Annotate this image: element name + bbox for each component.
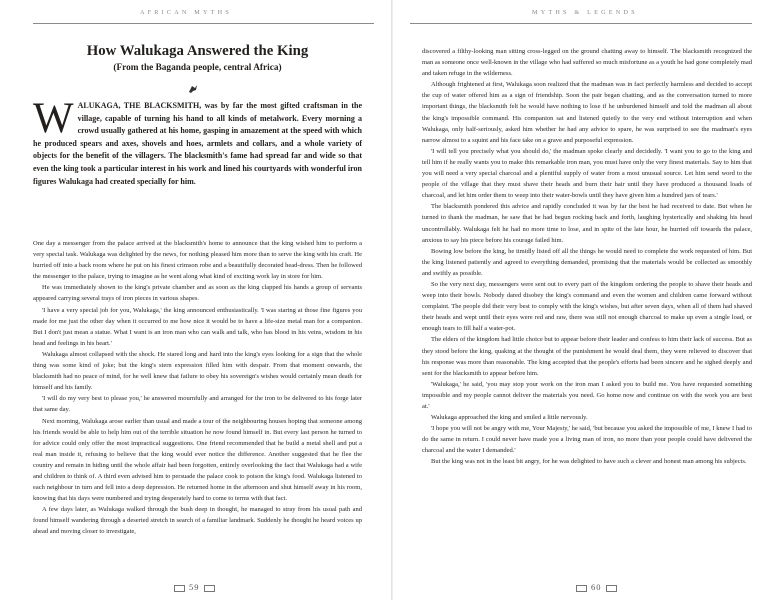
ornament-icon: [187, 84, 198, 94]
footer-ornament-icon: [576, 585, 587, 592]
page-number-text: 59: [189, 582, 200, 592]
paragraph: 'I will do my very best to please you,' he answered mournfully and arranged for the iron to be delivered to his forge later that same day.: [33, 395, 362, 414]
intro-paragraph: [33, 95, 362, 188]
footer-ornament-icon: [606, 585, 617, 592]
paragraph: So the very next day, messengers were sent out to every part of the kingdom ordering the people to shave their heads and weep into their bowls. Nobody dared disobey the king's command and even the women and children came forward without complaint. The people did their very best to comply with the king's wishes, but after seven days, when all of them had shaved their heads and wept until their eyes were red and raw, there was still not enough charcoal to make up even a single load, or enough tears to fill half a water-pot.: [422, 280, 752, 333]
page-number-text: 60: [591, 582, 602, 592]
story-title: How Walukaga Answered the King: [86, 43, 309, 59]
paragraph: The blacksmith pondered this advice and rapidly concluded it was by far the best he had received to date. But when he turned to thank the madman, he saw that he had begun rocking back and forth, laughing hysterically and shaking his head uncontrollably. Walukaga felt he had no more time to lose, and in spite of the late hour, he hurried off towards the palace, anxious to say his piece before his courage failed him.: [422, 203, 752, 244]
paragraph: discovered a filthy-looking man sitting cross-legged on the ground chatting away to himself. The blacksmith recognized the man as someone once well-known in the village who had suffered so much misfortune as a youth he had gone completely mad and taken refuge in the wilderness.: [422, 48, 752, 78]
paragraph: Bowing low before the king, he timidly listed off all the things he would need to complete the work requested of him. But the king listened patiently and agreed to everything demanded, promising that the materials would be collected as smoothly and swiftly as possible.: [422, 247, 752, 277]
paragraph: Walukaga approached the king and smiled a little nervously.: [431, 414, 588, 422]
running-header-left: AFRICAN MYTHS: [140, 9, 232, 16]
body-text-right: [422, 46, 752, 468]
drop-cap: W: [33, 95, 74, 142]
header-rule-right: [410, 23, 752, 24]
paragraph: Walukaga almost collapsed with the shock. He stared long and hard into the king's eyes looking for a sign that the whole thing was some kind of joke; but the king's stern expression filled him with despair. From that moment onwards, the blacksmith had no peace of mind, for he well knew that failure to obey his sovereign's wishes would certainly mean death for himself and his family.: [33, 350, 362, 392]
running-header-right: MYTHS & LEGENDS: [532, 9, 638, 16]
paragraph: Although frightened at first, Walukaga soon realized that the madman was in fact perfectly harmless and decided to accept the cup of water offered him as a sign of friendship. Soon the pair began chatting, and as the conversation turned to more important things, the blacksmith felt he would have nothing to lose if he unburdened himself and told the madman all about the king's impossible command. His companion sat and listened quietly to the very end without interruption and when Walukaga, only half-seriously, asked him whether he had any advice to spare, he was surprised to see the madman's eyes narrow almost to a squint and his face take on a grave and purposeful expression.: [422, 81, 752, 144]
paragraph: 'I hope you will not be angry with me, Your Majesty,' he said, 'but because you asked the impossible of me, I knew I had to do the same in return. I could never have made you a living man of iron, no more than your people could have delivered the charcoal and the water I demanded.': [422, 425, 752, 455]
header-rule-left: [33, 23, 374, 24]
body-text-left: [33, 238, 362, 538]
page-number-left: [170, 582, 219, 592]
footer-ornament-icon: [204, 585, 215, 592]
intro-text: ALUKAGA, THE BLACKSMITH, was by far the most gifted craftsman in the village, capable of turning his hand to all kinds of metalwork. Every morning a crowd usually gathered at his home, gasping in amazement at the speed with which he produced spears and axes, shovels and hoes, armlets and collars, and a whole variety of objects for the benefit of the villagers. The blacksmith's fame had spread far and wide so that even the king took a particular interest in his work and lined his courtyards with wonderful iron figures Walukaga had created specially for him.: [33, 101, 362, 186]
paragraph: A few days later, as Walukaga walked through the bush deep in thought, he managed to stray from his usual path and found himself wandering through a deserted stretch in search of a familiar landmark. Suddenly he thought he heard voices up ahead and moving closer to investigate,: [33, 506, 362, 536]
paragraph: 'Walukaga,' he said, 'you may stop your work on the iron man I asked you to build me. You have requested something impossible and my people cannot deliver the materials you need. Go home now and continue on with the work you are best at.': [422, 380, 752, 410]
paragraph: One day a messenger from the palace arrived at the blacksmith's home to announce that the king wished him to perform a very special task. Walukaga was delighted by the news, for nothing pleased him more than to serve the king with his craft. He hurried off into a back room where he put on his finest crimson robe and a beautifully decorated head-dress. Then he followed the messenger to the palace, trying to imagine as he went along what kind of exciting work lay in store for him.: [33, 240, 362, 281]
paragraph: Next morning, Walukaga arose earlier than usual and made a tour of the neighbouring houses hoping that someone among his friends would be able to help him out of the terrible situation he now found himself in. But every last person he turned to for advice could only offer the most impractical suggestions. One friend recommended that he build a metal shell and put a real man inside it, refusing to believe that the king would ever notice the difference. Another suggested that he flee the country and remain in hiding until the whole affair had been forgotten, entirely overlooking the fact that Walukaga had a wife and children to think of. A third even advised him to persuade the palace cook to poison the king's food. Walukaga listened to each neighbour in turn and fell into a deep depression. He returned home in the afternoon and shut himself away in his room, knowing that his days were numbered and trying desperately hard to come to terms with that fact.: [33, 417, 362, 503]
page-number-right: [572, 582, 621, 592]
paragraph: He was immediately shown to the king's private chamber and as soon as the king clapped his hands a group of servants appeared carrying several trays of iron pieces in various shapes.: [33, 284, 362, 303]
story-subtitle: (From the Baganda people, central Africa): [113, 63, 282, 73]
footer-ornament-icon: [174, 585, 185, 592]
paragraph: The elders of the kingdom had little choice but to appear before their leader and confess to him their lack of success. But as they stood before the king, quaking at the thought of the punishment he would deal them, they were relieved to discover that his response was more than reasonable. The king accepted that the people's efforts had been sincere and he sighed deeply and sent for the blacksmith to appear before him.: [422, 336, 752, 377]
paragraph: But the king was not in the least bit angry, for he was delighted to have such a clever and honest man among his subjects.: [431, 458, 747, 466]
right-page: [392, 0, 784, 600]
paragraph: 'I will tell you precisely what you should do,' the madman spoke clearly and decidedly. 'I want you to go to the king and tell him if he really wants you to make this remarkable iron man, you must have only the very finest materials. Say to him that you will need a very special charcoal and a plentiful supply of water from a most unusual source. Let him send word to the people of the village that they must shave their heads and burn their hair until they have produced a thousand loads of charcoal, and let him order them to weep into their water-bowls until they have given him a hundred jars of tears.': [422, 147, 752, 200]
paragraph: 'I have a very special job for you, Walukaga,' the king announced enthusiastically. 'I was staring at those fine figures you made for me just the other day when it occurred to me how nice it would be to have a life-size metal man for a companion. But I don't just mean a statue. What I want is an iron man who can walk and talk, who has blood in his veins, wisdom in his head and feelings in his heart.': [33, 306, 362, 347]
